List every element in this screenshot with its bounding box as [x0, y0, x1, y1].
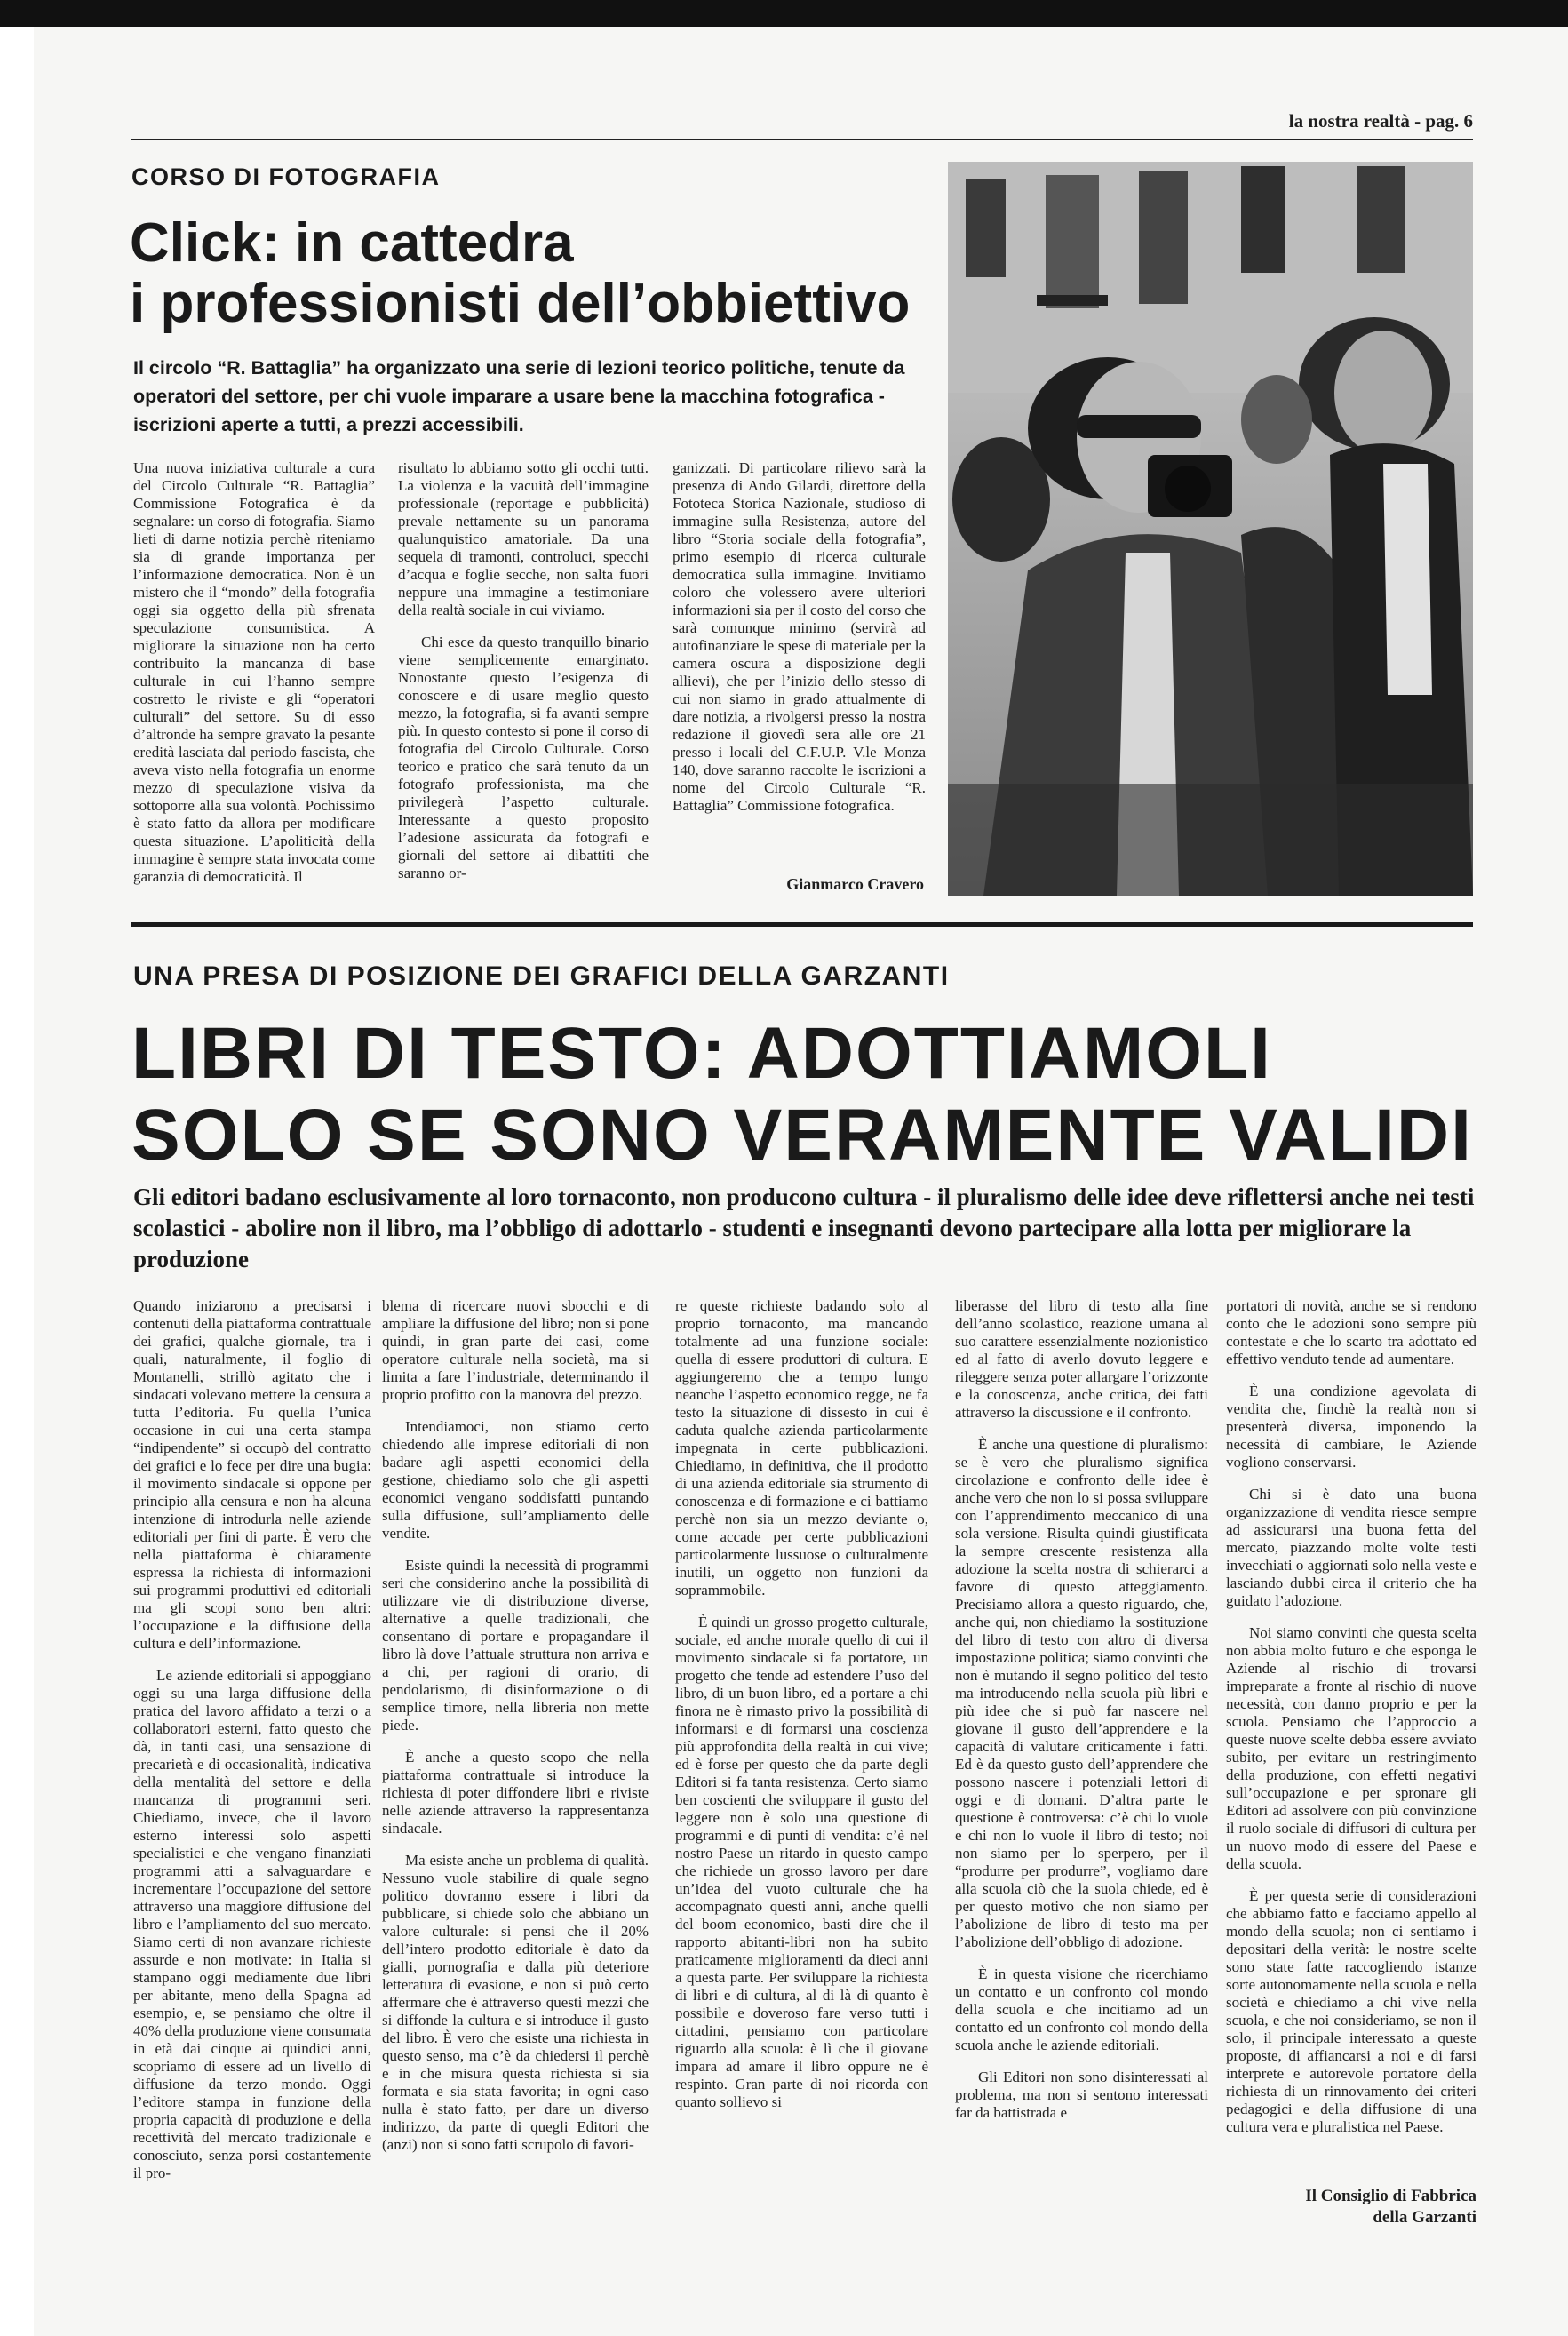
- article2-column-5: [1226, 1297, 1476, 2150]
- paragraph: Le aziende editoriali si appoggiano oggi su una larga diffusione della pratica del lavoro affidato a terzi o a collaboratori esterni, fatto questo che dà, in tanti casi, una sensazione di precarietà e di occasionalità, indicativa della mentalità del settore e della mancanza di programmi seri. Chiediamo, invece, che il lavoro esterno interessi solo aspetti specialistici e che vengano finanziati programmi atti a salvaguardare e incrementare l’occupazione del settore attraverso una maggiore diffusione del libro e l’ampliamento del suo mercato. Siamo certi di non avanzare richieste assurde e non motivate: in Italia si stampano oggi mediamente due libri per abitante, meno della Spagna ad esempio, e, se pensiamo che oltre il 40% della produzione viene consumata in età dai cinque ai quindici anni, scopriamo di essere ad un livello di diffusione da terzo mondo. Oggi l’editore stampa in funzione della propria capacità di produzione e della recettività del mercato tradizionale e conosciuto, senza porsi costantemente il pro-: [133, 1667, 371, 2181]
- paragraph: È anche una questione di pluralismo: se è vero che pluralismo significa circolazione e confronto delle idee è anche vero che non lo si possa sviluppare con l’apprendimento meccanico di una sola versione. Risulta quindi giustificata la sempre crescente resistenza alla adozione la scelta nostra di schierarci a favore di questo atteggiamento. Precisiamo allora a questo riguardo, che, anche qui, non chiediamo la sostituzione del libro di testo con altro di diversa impostazione politica; siamo convinti che non è mutando il segno politico del testo ma introducendo nella scuola più libri e più idee che si può far nascere nel giovane il gusto dell’apprendere e la capacità di valutare criticamente i fatti. Ed è da questo gusto dell’apprendere che possono nascere i potenziali lettori di oggi e di domani. D’altra parte le questione è controversa: c’è chi lo vuole e chi non lo vuole il libro di testo; noi non siamo per lo sperpero, per il “produrre per produrre”, vogliamo dare alla scuola ciò che la suola chiede, ed è per questo motivo che non siamo per l’abolizione de libro di testo ma per l’abolizione dell’obbligo di adozione.: [955, 1436, 1208, 1950]
- article2-column-1: [133, 1297, 371, 2196]
- header-rule: [131, 139, 1473, 140]
- article1-headline-line2: i professionisti dell’obbiettivo: [130, 273, 911, 334]
- paragraph: Chi si è dato una buona organizzazione di vendita riesce sempre ad assicurarsi una buona fetta del mercato, piazzando molte volte testi invecchiati o aggiornati solo nella veste e lasciando dubbi circa il criterio che ha guidato l’adozione.: [1226, 1486, 1476, 1609]
- page-label: la nostra realtà - pag. 6: [1288, 110, 1473, 132]
- paragraph: portatori di novità, anche se si rendono conto che le adozioni sono sempre più contestate e che lo scarto tra adottato ed effettivo venduto tende ad aumentare.: [1226, 1297, 1476, 1367]
- article2-column-2: [382, 1297, 649, 2168]
- article2-headline-line2: SOLO SE SONO VERAMENTE VALIDI: [131, 1095, 1473, 1176]
- article1-deck: Il circolo “R. Battaglia” ha organizzato una serie di lezioni teorico politiche, tenute da operatori del settore, per chi vuole imparare a usare bene la macchina fotografica - iscrizioni aperte a tutti, a prezzi accessibili.: [133, 357, 905, 435]
- article1-column-2: [398, 459, 649, 897]
- article1-column-1: [133, 459, 375, 900]
- article1-headline: [130, 213, 947, 334]
- article2-column-4: [955, 1297, 1208, 2136]
- article2-kicker: UNA PRESA DI POSIZIONE DEI GRAFICI DELLA GARZANTI: [133, 961, 950, 991]
- article1-headline-line1: Click: in cattedra: [130, 212, 574, 274]
- article2-signature: [1226, 2186, 1476, 2228]
- paragraph: liberasse del libro di testo alla fine dell’anno scolastico, reazione umana al suo carattere essenzialmente nozionistico ed al fatto di averlo dovuto leggere e rileggere senza poter allargare l’orizzonte e la conoscenza, anche critica, dei fatti attraverso la discussione e il confronto.: [955, 1297, 1208, 1421]
- paragraph: È per questa serie di considerazioni che abbiamo fatto e facciamo appello al mondo della scuola; non ci sentiamo i depositari della verità: le nostre scelte sono state fatte raccogliendo istanze sorte autonomamente nella scuola e nella società e chiediamo a chi vive nella scuola, e che noi consideriamo, se non il solo, il principale interessato a queste proposte, di affiancarsi a noi e di farsi interprete e autorevole portatore della richiesta di un rinnovamento dei criteri pedagogici e della diffusione di una cultura vera e pluralistica nel Paese.: [1226, 1887, 1476, 2135]
- paragraph: È una condizione agevolata di vendita che, finchè la realtà non si presenterà diversa, imponendo la necessità di cambiare, le Aziende vogliono conservarsi.: [1226, 1383, 1476, 1471]
- paragraph: È in questa visione che ricerchiamo un contatto e un confronto col mondo della scuola e che incitiamo ad un contatto ed un confronto col mondo della scuola anche le aziende editoriali.: [955, 1965, 1208, 2053]
- paragraph: ganizzati. Di particolare rilievo sarà la presenza di Ando Gilardi, direttore della Fototeca Storica Nazionale, studioso di immagine sulla Resistenza, autore del libro “Storia sociale della fotografia”, primo esempio di ricerca culturale democratica sulla immagine. Invitiamo coloro che volessero avere ulteriori informazioni sia per il costo del corso che sarà comunque minimo (servirà ad autofinanziare le spese di materiale per la camera oscura a disposizione degli allievi), che per l’inizio dello stesso di cui non siamo in grado attualmente di dare notizia, a rivolgersi presso la nostra redazione il giovedì sera alle ore 21 presso i locali del C.F.U.P. V.le Monza 140, dove saranno raccolte le iscrizioni a nome del Circolo Culturale “R. Battaglia” Commissione fotografica.: [673, 459, 926, 814]
- photo-illustration: [948, 162, 1473, 896]
- scan-left-margin: [0, 27, 34, 2336]
- paragraph: Intendiamoci, non stiamo certo chiedendo alle imprese editoriali di non badare agli aspetti economici della gestione, chiediamo solo che gli aspetti economici vengano soddisfatti puntando sulla diffusione, sull’ampliamento delle vendite.: [382, 1418, 649, 1542]
- paragraph: Quando iniziarono a precisarsi i contenuti della piattaforma contrattuale dei grafici, qualche giornale, tra i quali, naturalmente, il foglio di Montanelli, strillò agitato che i sindacati volevano mettere la censura a tutta l’editoria. Fu quella l’unica occasione in cui una certa stampa “indipendente” si occupò del contratto dei grafici e lo fece per dire una bugia: il movimento sindacale si oppone per principio alla censura e non ha alcuna intenzione di introdurla nelle aziende editoriali per fini di parte. È vero che nella piattaforma è chiaramente espressa la richiesta di informazioni sui programmi produttivi ed editoriali ma gli scopi sono ben altri: l’occupazione e la diffusione della cultura e dell’informazione.: [133, 1297, 371, 1652]
- paragraph: È quindi un grosso progetto culturale, sociale, ed anche morale quello di cui il movimento sindacale si fa portatore, un progetto che tende ad estendere l’uso del libro, di un buon libro, ed a portare a chi finora ne è rimasto privo la possibilità di informarsi e di formarsi una coscienza più approfondita della realtà in cui vive; ed è forse per questo che da parte degli Editori si fa tanta resistenza. Certo siamo ben coscienti che sviluppare il gusto del leggere non è solo una questione di programmi e di punti di vendita: c’è nel nostro Paese un ritardo in questo campo che richiede un grosso lavoro per dare un’idea del vuoto culturale che ha accompagnato questi anni, anche quelli del boom economico, basti dire che il rapporto abitanti-libri non ha subito praticamente miglioramenti da dieci anni a questa parte. Per sviluppare la richiesta di libri e di cultura, al di là di quanto è possibile e doveroso fare verso tutti i cittadini, pensiamo con particolare riguardo alla scuola: è lì che il giovane impara ad amare il libro oppure ne è respinto. Gran parte di noi ricorda con quanto sollievo si: [675, 1614, 928, 2110]
- paragraph: Chi esce da questo tranquillo binario viene semplicemente emarginato. Nonostante questo l’esigenza di conoscere e di usare meglio questo mezzo, la fotografia, si fa avanti sempre più. In questo contesto si pone il corso di fotografia del Circolo Culturale. Corso teorico e pratico che sarà tenuto da un fotografo professionista, ma che privilegerà l’aspetto culturale. Interessante a questo proposito l’adesione assicurata da fotografi e giornali del settore ai dibattiti che saranno or-: [398, 634, 649, 881]
- paragraph: Una nuova iniziativa culturale a cura del Circolo Culturale “R. Battaglia” Commissione Fotografica è da segnalare: un corso di fotografia. Siamo lieti di darne notizia perchè riteniamo sia di grande importanza per l’informazione democratica. Non è un mistero che il “mondo” della fotografia oggi sia oggetto della più sfrenata speculazione consumistica. A migliorare la situazione non ha certo contribuito la mancanza di base culturale in cui l’hanno sempre costretto le riviste e gli “operatori culturali” del settore. Su di esso d’altronde ha sempre gravato la pesante eredità lasciata dal periodo fascista, che aveva visto nella fotografia un enorme mezzo di speculazione visiva da sottoporre alla sua volontà. Pochissimo è stato fatto da allora per modificare questa situazione. L’apoliticità della immagine è sempre stata invocata come garanzia di democraticità. Il: [133, 459, 375, 885]
- paragraph: Gli Editori non sono disinteressati al problema, ma non si sentono interessati far da battistrada e: [955, 2069, 1208, 2121]
- signature-line-2: della Garzanti: [1373, 2208, 1476, 2227]
- photographer-photo: [948, 162, 1473, 896]
- scan-top-border: [0, 0, 1568, 27]
- article2-column-3: [675, 1297, 928, 2125]
- signature-line-1: Il Consiglio di Fabbrica: [1305, 2187, 1476, 2205]
- paragraph: Ma esiste anche un problema di qualità. Nessuno vuole stabilire di quale segno politico dovranno essere i libri da pubblicare, si chiede solo che abbiano un valore culturale: si pensi che il 20% dell’intero prodotto editoriale è dato da gialli, pornografia e dalla più deteriore letteratura di evasione, e non si può certo affermare che è attraverso questi mezzi che si diffonde la cultura e si introduce il gusto del libro. È vero che esiste una richiesta in questo senso, ma c’è da chiedersi il perchè e in che misura questa richiesta si sia formata e sia stata favorita; in ogni caso nulla è stato fatto, per dare un diverso indirizzo, da parte di quegli Editori che (anzi) non si sono fatti scrupolo di favori-: [382, 1852, 649, 2153]
- article1-column-3: [673, 459, 926, 829]
- paragraph: blema di ricercare nuovi sbocchi e di ampliare la diffusione del libro; non si pone quindi, in gran parte dei casi, come operatore culturale nella società, ma si limita a fare l’industriale, determinando il proprio profitto con la manovra del prezzo.: [382, 1297, 649, 1403]
- paragraph: È anche a questo scopo che nella piattaforma contrattuale si introduce la richiesta di poter diffondere libri e riviste nelle aziende attraverso la rappresentanza sindacale.: [382, 1749, 649, 1837]
- article2-headline-line1: LIBRI DI TESTO: ADOTTIAMOLI: [131, 1013, 1272, 1094]
- article2-headline: [131, 1013, 1473, 1176]
- section-divider: [131, 922, 1473, 927]
- paragraph: Esiste quindi la necessità di programmi seri che considerino anche la possibilità di utilizzare vie di distribuzione diverse, alternative a quelle tradizionali, che consentano di portare e propagandare il libro là dove l’attuale struttura non arriva e a chi, per ragioni di orario, di pendolarismo, di disinformazione o di semplice timore, nella libreria non mette piede.: [382, 1557, 649, 1734]
- paragraph: re queste richieste badando solo al proprio tornaconto, ma mancando totalmente ad una funzione sociale: quella di essere produttori di cultura. E aggiungeremo che a tempo lungo neanche l’aspetto economico regge, ne fa testo la situazione di dissesto in cui è caduta qualche azienda particolarmente impegnata in certe pubblicazioni. Chiediamo, in definitiva, che il prodotto di una azienda editoriale sia strumento di conoscenza e di formazione e ci battiamo perchè non sia un mezzo deviante o, come accade per certe pubblicazioni particolarmente lussuose o culturalmente inutili, un oggetto non funzioni da soprammobile.: [675, 1297, 928, 1599]
- paragraph: Noi siamo convinti che questa scelta non abbia molto futuro e che esponga le Aziende al rischio di trovarsi impreparate a fronte al rischio di nuove necessità, con danno proprio e per la scuola. Pensiamo che l’approccio a queste nuove scelte debba essere avviato subito, per evitare un restringimento della produzione, con effetti negativi sull’occupazione e per spronare gli Editori ad assolvere con più convinzione il ruolo sociale di diffusori di cultura per un nuovo modo di essere del Paese e della scuola.: [1226, 1624, 1476, 1872]
- article2-deck: Gli editori badano esclusivamente al loro tornaconto, non producono cultura - il pluralismo delle idee deve riflettersi anche nei testi scolastici - abolire non il libro, ma l’obbligo di adottarlo - studenti e insegnanti devono partecipare alla lotta per migliorare la produzione: [133, 1184, 1475, 1272]
- paragraph: risultato lo abbiamo sotto gli occhi tutti. La violenza e la vacuità dell’immagine professionale (reportage e pubblicità) prevale nettamente su un panorama qualunquistico amatoriale. Da una sequela di tramonti, controluci, specchi d’acqua e foglie secche, non salta fuori neppure una immagine a testimoniare della realtà sociale in cui viviamo.: [398, 459, 649, 618]
- article1-byline: Gianmarco Cravero: [786, 875, 924, 893]
- article1-kicker: CORSO DI FOTOGRAFIA: [131, 163, 441, 190]
